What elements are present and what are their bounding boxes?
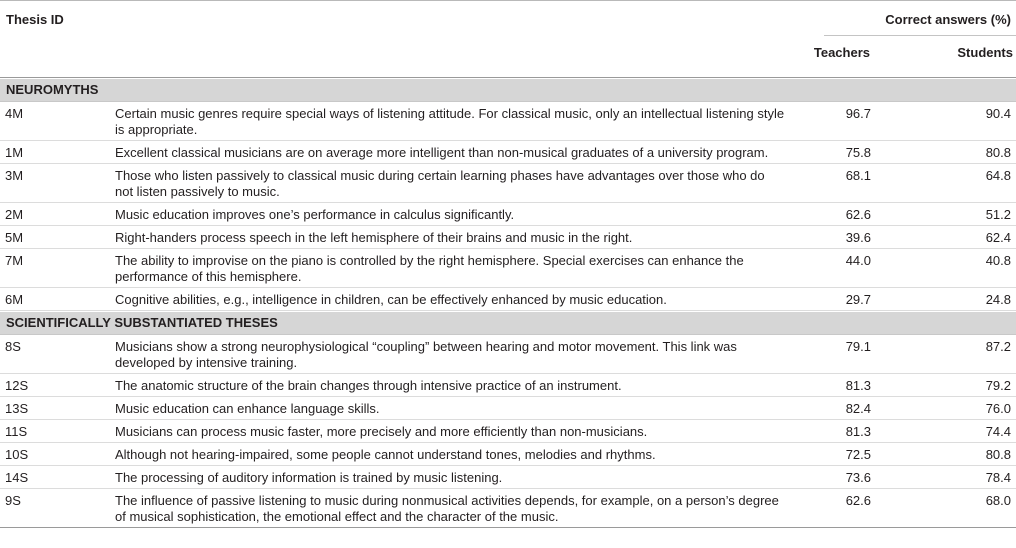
row-id: 6M — [5, 292, 24, 307]
row-teachers: 29.7 — [845, 292, 871, 307]
row-thesis: The anatomic structure of the brain changes through intensive practice of an instrument. — [115, 378, 622, 393]
row-students: 87.2 — [985, 339, 1011, 354]
row-teachers: 73.6 — [845, 470, 871, 485]
table-row — [0, 489, 1016, 528]
row-teachers: 62.6 — [845, 493, 871, 508]
row-thesis: Music education improves one’s performance in calculus significantly. — [115, 207, 515, 222]
row-thesis: Certain music genres require special ways of listening attitude. For classical music, only an intellectual listening style is appropriate. — [115, 106, 785, 137]
table-row — [0, 374, 1016, 397]
table-header — [0, 0, 1016, 78]
table-row — [0, 226, 1016, 249]
table-row — [0, 420, 1016, 443]
row-teachers: 62.6 — [845, 207, 871, 222]
row-id: 11S — [5, 424, 28, 439]
row-students: 90.4 — [985, 106, 1011, 121]
row-teachers: 68.1 — [845, 168, 871, 183]
table-row — [0, 164, 1016, 203]
row-id: 9S — [5, 493, 21, 508]
header-thesis-id: Thesis ID — [6, 12, 64, 27]
row-students: 76.0 — [985, 401, 1011, 416]
table-row — [0, 466, 1016, 489]
row-thesis: Musicians show a strong neurophysiological “coupling” between hearing and motor movement. This link was developed by intensive training. — [115, 339, 737, 370]
row-id: 5M — [5, 230, 24, 245]
row-thesis: Excellent classical musicians are on average more intelligent than non-musical graduates of a university program. — [115, 145, 769, 160]
row-teachers: 82.4 — [845, 401, 871, 416]
row-teachers: 75.8 — [845, 145, 871, 160]
row-teachers: 79.1 — [845, 339, 871, 354]
table-row — [0, 141, 1016, 164]
table-row — [0, 288, 1016, 311]
table-row — [0, 443, 1016, 466]
row-students: 62.4 — [985, 230, 1011, 245]
row-thesis: Cognitive abilities, e.g., intelligence in children, can be effectively enhanced by music education. — [115, 292, 667, 307]
row-id: 10S — [5, 447, 29, 462]
row-thesis: Although not hearing-impaired, some people cannot understand tones, melodies and rhythms. — [115, 447, 656, 462]
row-teachers: 39.6 — [845, 230, 871, 245]
row-id: 13S — [5, 401, 29, 416]
row-students: 64.8 — [985, 168, 1011, 183]
row-thesis: Right-handers process speech in the left hemisphere of their brains and music in the right. — [115, 230, 633, 245]
row-students: 24.8 — [985, 292, 1011, 307]
row-thesis: The influence of passive listening to music during nonmusical activities depends, for example, on a person’s degree of musical sophistication, the emotional effect and the character of the music. — [115, 493, 779, 524]
row-id: 2M — [5, 207, 24, 222]
table-row — [0, 249, 1016, 288]
row-thesis: Those who listen passively to classical music during certain learning phases have advantages over those who do not listen passively to music. — [115, 168, 765, 199]
header-correct-answers: Correct answers (%) — [885, 12, 1011, 27]
row-id: 12S — [5, 378, 29, 393]
header-students: Students — [957, 45, 1013, 60]
section-neuromyths: NEUROMYTHS — [0, 78, 1016, 102]
row-students: 68.0 — [985, 493, 1011, 508]
row-id: 7M — [5, 253, 24, 268]
row-thesis: The ability to improvise on the piano is controlled by the right hemisphere. Special exercises can enhance the performance of this hemisphere. — [115, 253, 744, 284]
row-thesis: Music education can enhance language skills. — [115, 401, 380, 416]
row-id: 1M — [5, 145, 24, 160]
row-thesis: Musicians can process music faster, more precisely and more efficiently than non-musicians. — [115, 424, 648, 439]
table-row — [0, 397, 1016, 420]
row-students: 51.2 — [985, 207, 1011, 222]
row-teachers: 96.7 — [845, 106, 871, 121]
row-students: 74.4 — [985, 424, 1011, 439]
section-scientific-theses: SCIENTIFICALLY SUBSTANTIATED THESES — [0, 311, 1016, 335]
row-students: 79.2 — [985, 378, 1011, 393]
row-students: 78.4 — [985, 470, 1011, 485]
row-teachers: 44.0 — [845, 253, 871, 268]
row-id: 3M — [5, 168, 24, 183]
row-thesis: The processing of auditory information is trained by music listening. — [115, 470, 503, 485]
row-students: 80.8 — [985, 447, 1011, 462]
table-row — [0, 335, 1016, 374]
row-teachers: 72.5 — [845, 447, 871, 462]
row-teachers: 81.3 — [845, 424, 871, 439]
table-row — [0, 203, 1016, 226]
row-teachers: 81.3 — [845, 378, 871, 393]
header-teachers: Teachers — [813, 45, 870, 60]
row-students: 80.8 — [985, 145, 1011, 160]
row-id: 8S — [5, 339, 21, 354]
table-row — [0, 102, 1016, 141]
header-divider — [824, 35, 1016, 36]
row-id: 4M — [5, 106, 24, 121]
row-id: 14S — [5, 470, 29, 485]
row-students: 40.8 — [985, 253, 1011, 268]
